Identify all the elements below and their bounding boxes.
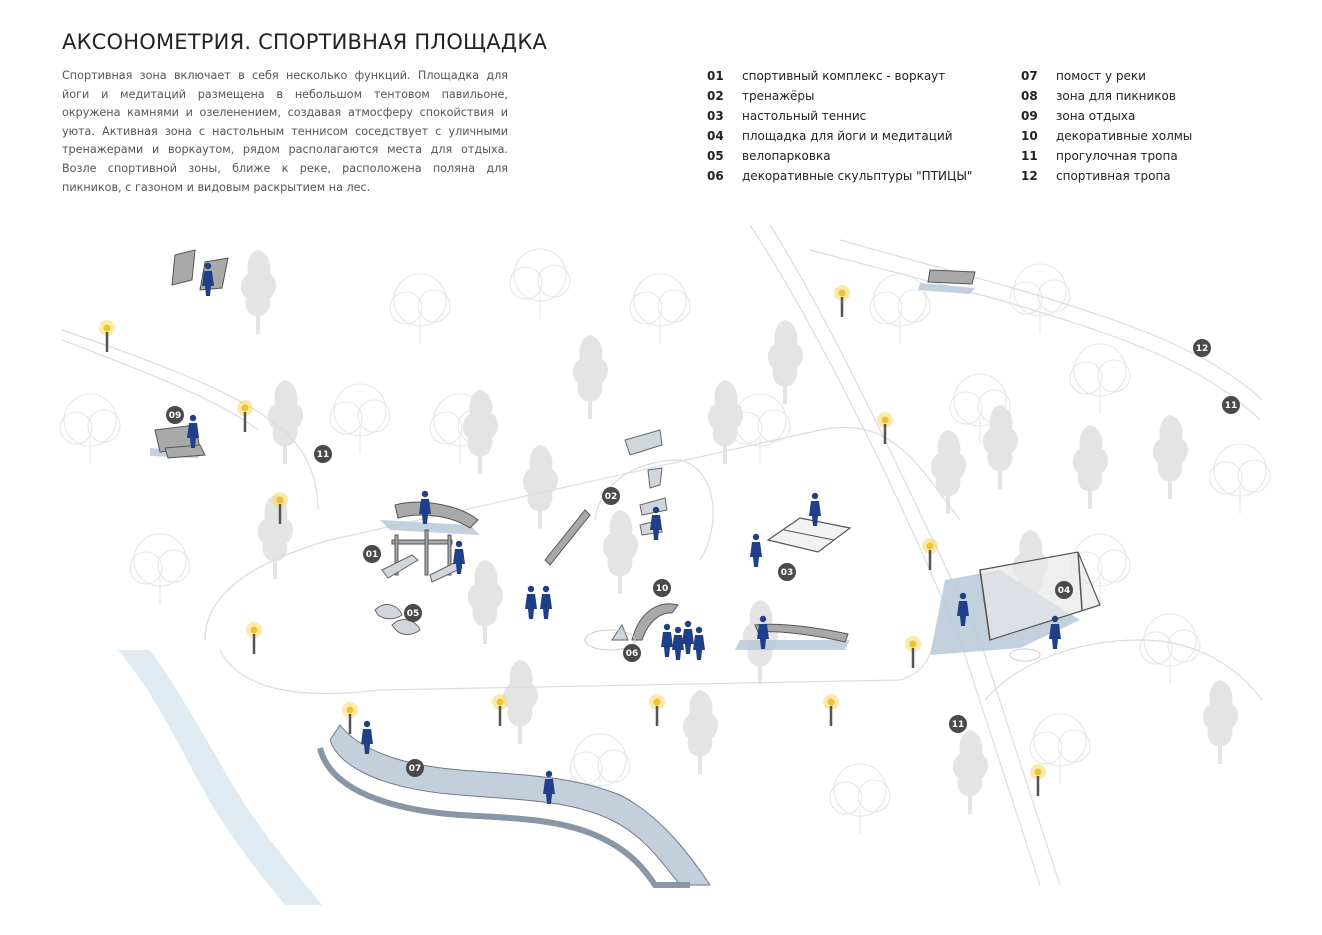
marker-label: 09 — [168, 411, 182, 421]
legend-item — [707, 86, 1007, 106]
page-title: АКСОНОМЕТРИЯ. СПОРТИВНАЯ ПЛОЩАДКА — [62, 30, 548, 54]
marker-11 — [1222, 396, 1240, 414]
marker-07 — [406, 759, 424, 777]
marker-label: 03 — [780, 568, 794, 578]
bench-shadow — [735, 640, 850, 650]
marker-label: 07 — [408, 764, 422, 774]
marker-11 — [949, 715, 967, 733]
legend-number: 05 — [707, 149, 724, 163]
legend-item — [707, 106, 1007, 126]
marker-10 — [653, 579, 671, 597]
legend-label: тренажёры — [742, 89, 815, 103]
legend-item — [707, 166, 1007, 186]
legend-label: площадка для йоги и медитаций — [742, 129, 953, 143]
legend-number: 06 — [707, 169, 724, 183]
trees — [241, 250, 1238, 814]
legend-label: настольный теннис — [742, 109, 867, 123]
legend-number: 01 — [707, 69, 724, 83]
background-trees — [60, 249, 1270, 834]
legend-number: 03 — [707, 109, 724, 123]
legend-item — [1021, 126, 1321, 146]
river-pier — [320, 725, 710, 885]
description-text: Спортивная зона включает в себя несколько функций. Площадка для йоги и медитаций размещена в небольшом тентовом павильоне, окружена камнями и озеленением, создавая атмосферу спокойствия и уюта. Активная зона с настольным теннисом соседствует с уличными тренажерами и воркаутом, рядом располагаются места для отдыха. Возле спортивной зоны, ближе к реке, расположена поляна для пикников, с газоном и видовым раскрытием на лес. — [62, 69, 508, 194]
legend-item — [1021, 146, 1321, 166]
legend-label: зона для пикников — [1056, 89, 1176, 103]
rest-zone — [155, 250, 975, 642]
bench-shadow — [918, 283, 975, 294]
workout-complex — [382, 502, 478, 582]
river — [118, 650, 322, 905]
legend-label: помост у реки — [1056, 69, 1146, 83]
legend-number: 09 — [1021, 109, 1038, 123]
legend-label: спортивный комплекс - воркаут — [742, 69, 946, 83]
legend-item — [707, 126, 1007, 146]
marker-06 — [623, 644, 641, 662]
legend-item — [707, 146, 1007, 166]
legend-label: зона отдыха — [1056, 109, 1136, 123]
marker-09 — [166, 406, 184, 424]
legend-label: прогулочная тропа — [1056, 149, 1178, 163]
legend-item — [1021, 86, 1321, 106]
legend-item — [1021, 166, 1321, 186]
legend-label: декоративные скульптуры "ПТИЦЫ" — [742, 169, 973, 183]
marker-03 — [778, 563, 796, 581]
legend-number: 11 — [1021, 149, 1038, 163]
marker-04 — [1055, 581, 1073, 599]
legend-label: велопарковка — [742, 149, 831, 163]
legend-number: 12 — [1021, 169, 1038, 183]
legend-item — [1021, 106, 1321, 126]
marker-label: 01 — [365, 550, 379, 560]
lamps — [99, 285, 1046, 796]
axonometric-plan — [0, 215, 1322, 905]
marker-label: 02 — [604, 492, 618, 502]
marker-label: 11 — [316, 450, 330, 460]
walking-paths — [62, 225, 1262, 885]
marker-label: 11 — [1224, 401, 1238, 411]
marker-label: 12 — [1195, 344, 1209, 354]
legend-number: 10 — [1021, 129, 1038, 143]
marker-12 — [1193, 339, 1211, 357]
legend-label: спортивная тропа — [1056, 169, 1171, 183]
legend-column-2 — [1021, 66, 1321, 186]
marker-label: 10 — [655, 584, 669, 594]
marker-label: 06 — [625, 649, 639, 659]
marker-label: 04 — [1057, 586, 1071, 596]
legend-item — [1021, 66, 1321, 86]
marker-label: 11 — [951, 720, 965, 730]
legend-number: 02 — [707, 89, 724, 103]
marker-05 — [404, 604, 422, 622]
table-tennis — [768, 518, 850, 552]
legend-column-1 — [707, 66, 1007, 186]
legend-number: 07 — [1021, 69, 1038, 83]
marker-label: 05 — [406, 609, 420, 619]
legend-item — [707, 66, 1007, 86]
legend-number: 08 — [1021, 89, 1038, 103]
marker-02 — [602, 487, 620, 505]
marker-11 — [314, 445, 332, 463]
legend-number: 04 — [707, 129, 724, 143]
legend-label: декоративные холмы — [1056, 129, 1193, 143]
marker-01 — [363, 545, 381, 563]
